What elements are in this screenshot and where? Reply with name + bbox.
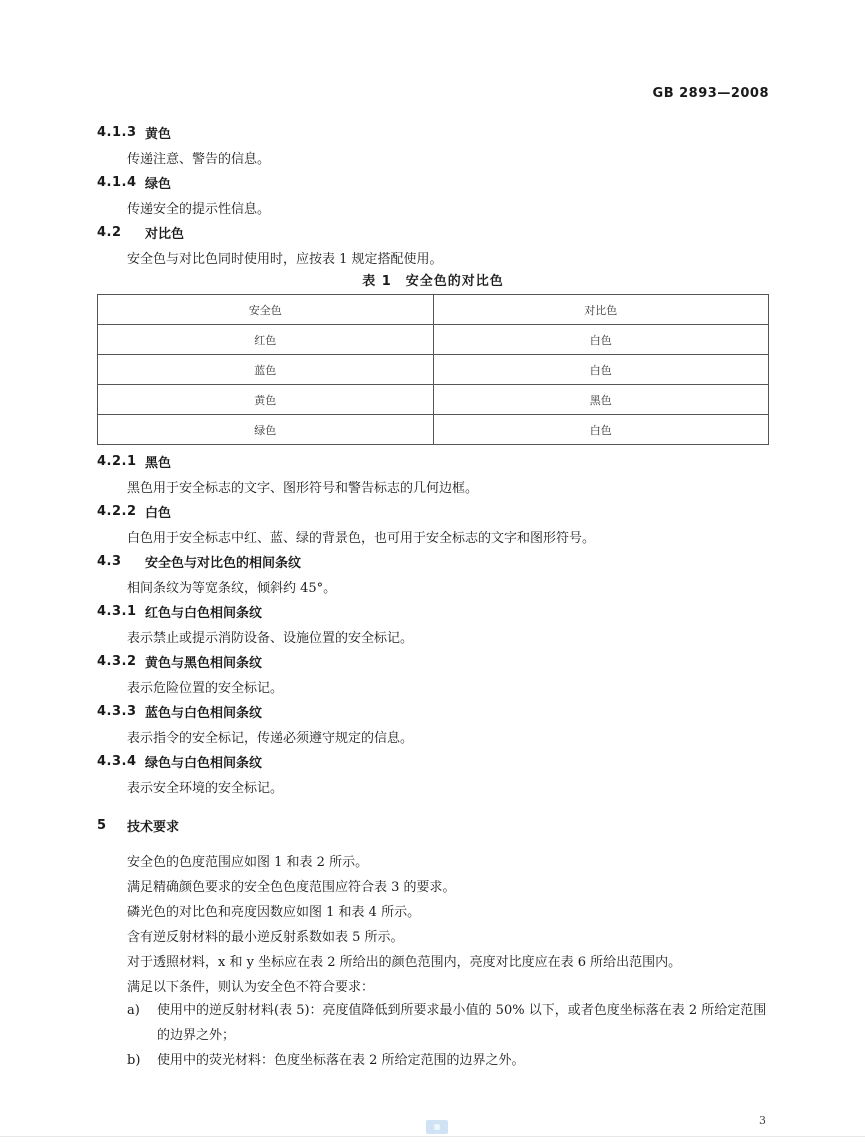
section-heading	[97, 449, 769, 474]
section-heading	[97, 813, 769, 838]
list-text: 使用中的逆反射材料(表 5)：亮度值降低到所要求最小值的 50% 以下，或者色度坐标落在表 2 所给定范围的边界之外；	[157, 1003, 767, 1043]
paragraph: 满足精确颜色要求的安全色色度范围应符合表 3 的要求。	[127, 880, 456, 895]
paragraph: 满足以下条件，则认为安全色不符合要求：	[127, 980, 375, 995]
table-header-row	[98, 295, 769, 325]
section-number: 4.3.3	[97, 704, 137, 719]
table-cell: 白色	[433, 325, 769, 355]
table-cell: 绿色	[98, 415, 434, 445]
table-row	[98, 385, 769, 415]
section-number: 4.2	[97, 225, 122, 240]
section-text: 黑色用于安全标志的文字、图形符号和警告标志的几何边框。	[127, 481, 479, 496]
section-text: 传递安全的提示性信息。	[127, 202, 271, 217]
page-number: 3	[759, 1114, 766, 1127]
section-text: 表示禁止或提示消防设备、设施位置的安全标记。	[127, 631, 414, 646]
section-title: 安全色与对比色的相间条纹	[145, 556, 302, 571]
table-header-cell: 安全色	[98, 295, 434, 325]
section-number: 5	[97, 818, 107, 833]
section-text: 相间条纹为等宽条纹，倾斜约 45°。	[127, 581, 337, 596]
section-text: 传递注意、警告的信息。	[127, 152, 271, 167]
section-heading	[97, 599, 769, 624]
section-heading	[97, 649, 769, 674]
table-cell: 白色	[433, 355, 769, 385]
section-title: 技术要求	[127, 820, 180, 835]
watermark-logo: ▦	[426, 1120, 448, 1134]
document-body	[97, 120, 769, 1073]
section-number: 4.3.1	[97, 604, 137, 619]
page-bottom-edge	[0, 1136, 865, 1137]
list-item	[97, 1048, 769, 1073]
table-cell: 红色	[98, 325, 434, 355]
section-title: 绿色与白色相间条纹	[145, 756, 263, 771]
section-title: 红色与白色相间条纹	[145, 606, 263, 621]
section-number: 4.2.2	[97, 504, 137, 519]
section-heading	[97, 749, 769, 774]
standard-code: GB 2893—2008	[652, 86, 769, 101]
section-title: 黄色	[145, 127, 172, 142]
table-row	[98, 415, 769, 445]
section-title: 蓝色与白色相间条纹	[145, 706, 263, 721]
table-row	[98, 355, 769, 385]
list-marker: b)	[127, 1053, 141, 1068]
table-cell: 黄色	[98, 385, 434, 415]
paragraph: 含有逆反射材料的最小逆反射系数如表 5 所示。	[127, 930, 404, 945]
section-number: 4.1.4	[97, 175, 137, 190]
section-text: 表示危险位置的安全标记。	[127, 681, 284, 696]
section-text: 白色用于安全标志中红、蓝、绿的背景色，也可用于安全标志的文字和图形符号。	[127, 531, 596, 546]
list-item	[97, 998, 769, 1048]
section-text: 安全色与对比色同时使用时，应按表 1 规定搭配使用。	[127, 252, 443, 267]
section-number: 4.1.3	[97, 125, 137, 140]
section-title: 绿色	[145, 177, 172, 192]
section-title: 黑色	[145, 456, 172, 471]
section-number: 4.3.2	[97, 654, 137, 669]
section-heading	[97, 549, 769, 574]
table-caption: 表 1 安全色的对比色	[362, 274, 504, 289]
section-heading	[97, 499, 769, 524]
section-number: 4.3	[97, 554, 122, 569]
paragraph: 对于透照材料，x 和 y 坐标应在表 2 所给出的颜色范围内，亮度对比度应在表 6 所给出范围内。	[127, 955, 682, 970]
list-marker: a)	[127, 1003, 140, 1018]
section-text: 表示安全环境的安全标记。	[127, 781, 284, 796]
section-heading	[97, 170, 769, 195]
contrast-color-table	[97, 294, 769, 445]
table-cell: 黑色	[433, 385, 769, 415]
paragraph: 安全色的色度范围应如图 1 和表 2 所示。	[127, 855, 369, 870]
table-header-cell: 对比色	[433, 295, 769, 325]
section-number: 4.3.4	[97, 754, 137, 769]
section-heading	[97, 699, 769, 724]
paragraph: 磷光色的对比色和亮度因数应如图 1 和表 4 所示。	[127, 905, 421, 920]
section-heading	[97, 120, 769, 145]
section-number: 4.2.1	[97, 454, 137, 469]
section-title: 黄色与黑色相间条纹	[145, 656, 263, 671]
table-row	[98, 325, 769, 355]
section-heading	[97, 220, 769, 245]
table-cell: 白色	[433, 415, 769, 445]
list-text: 使用中的荧光材料：色度坐标落在表 2 所给定范围的边界之外。	[157, 1053, 525, 1068]
section-title: 白色	[145, 506, 172, 521]
table-cell: 蓝色	[98, 355, 434, 385]
section-title: 对比色	[145, 227, 185, 242]
section-text: 表示指令的安全标记，传递必须遵守规定的信息。	[127, 731, 414, 746]
